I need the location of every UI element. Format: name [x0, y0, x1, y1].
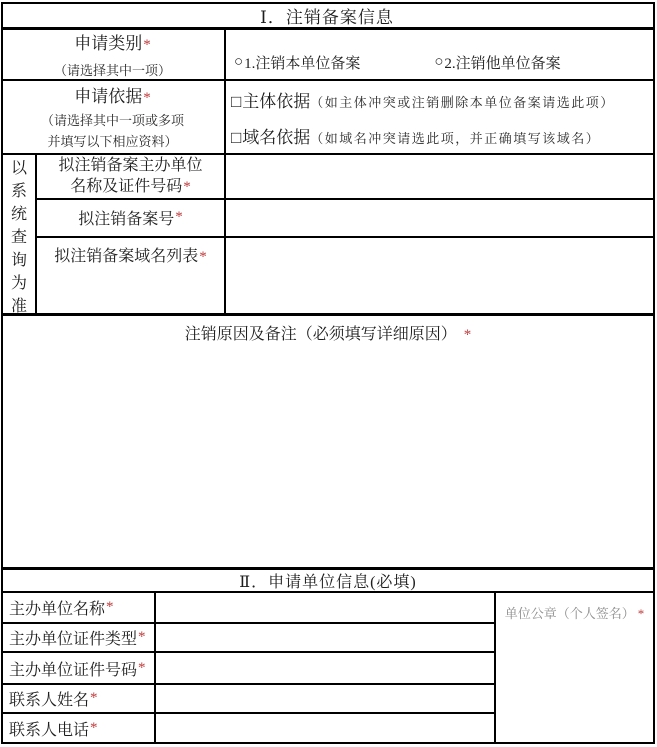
apply-basis-options-cell [226, 81, 653, 153]
row-label-cancel-domain-list [37, 238, 224, 313]
table-border-bottom [1, 742, 655, 744]
unit-seal-area[interactable] [496, 593, 653, 742]
required-asterisk: * [90, 719, 98, 736]
row-label-line2 [70, 176, 191, 198]
required-asterisk: * [175, 208, 183, 225]
system-note-char: 为 [10, 275, 27, 292]
row-label-text: 主办单位证件号码 [9, 661, 138, 679]
radio-option-label: 1.注销本单位备案 [244, 56, 361, 72]
section1-title [3, 4, 651, 27]
row-label-text: 拟注销备案域名列表 [54, 248, 199, 265]
section2-title-text: Ⅱ．申请单位信息(必填) [239, 573, 417, 591]
system-note-char: 询 [10, 252, 27, 269]
radio-option-cancel-own-unit[interactable] [234, 52, 360, 73]
required-asterisk: * [90, 690, 98, 706]
host-unit-name-input[interactable] [156, 593, 494, 622]
row-label-host-unit-cert-number [3, 653, 154, 683]
checkbox-option-domain-basis[interactable] [231, 123, 653, 148]
unit-seal-label: 单位公章（个人签名） [504, 606, 635, 621]
required-asterisk: * [106, 599, 114, 615]
checkbox-icon[interactable]: □ [231, 91, 242, 111]
reason-title-text: 注销原因及备注（必须填写详细原因） [184, 326, 457, 343]
checkbox-icon[interactable]: □ [231, 127, 242, 147]
system-note-char: 准 [10, 298, 27, 315]
required-asterisk: * [138, 659, 146, 676]
required-asterisk: * [138, 629, 146, 645]
cancel-domain-list-input[interactable] [226, 238, 653, 313]
row-label-text: 联系人电话 [9, 721, 90, 739]
system-note-char: 以 [10, 160, 27, 177]
required-asterisk: * [143, 90, 151, 106]
checkbox-option-note: （如域名冲突请选此项，并正确填写该域名） [310, 130, 601, 146]
row-label-contact-name [3, 685, 154, 712]
checkbox-option-note: （如主体冲突或注销删除本单位备案请选此项） [310, 94, 615, 110]
row-label-text: 主办单位名称 [9, 601, 106, 618]
row-label-host-unit-cert-type [3, 624, 154, 651]
apply-basis-hint-line2: 并填写以下相应资料） [47, 134, 178, 149]
required-asterisk: * [463, 327, 472, 343]
reason-input-area[interactable] [3, 344, 653, 567]
table-border-right [653, 2, 655, 744]
host-unit-cert-number-input[interactable] [156, 653, 494, 683]
apply-type-label-cell [3, 29, 222, 79]
row-label-line1: 拟注销备案主办单位 [58, 157, 203, 174]
radio-option-label: 2.注销他单位备案 [444, 56, 561, 72]
system-note-column [3, 155, 35, 313]
row-label-text: 拟注销备案号 [78, 210, 175, 228]
checkbox-option-title: 域名依据 [242, 127, 311, 147]
section2-title [3, 569, 653, 591]
radio-icon[interactable]: ○ [434, 54, 444, 70]
contact-phone-input[interactable] [156, 714, 494, 742]
apply-basis-label [74, 82, 151, 107]
system-note-char: 系 [10, 183, 27, 200]
required-asterisk: * [183, 179, 191, 195]
row-label-text: 联系人姓名 [9, 692, 90, 709]
system-note-char: 查 [10, 229, 27, 246]
apply-basis-hint-line1: （请选择其中一项或多项 [40, 113, 184, 128]
reason-title [3, 316, 653, 344]
system-note-char: 统 [10, 206, 27, 223]
apply-type-label [74, 29, 151, 54]
row-label-cancel-unit-name [37, 155, 224, 198]
cancel-record-number-input[interactable] [226, 200, 653, 234]
checkbox-option-subject-basis[interactable] [231, 87, 653, 112]
apply-type-hint: （请选择其中一项） [53, 63, 171, 78]
row-label-text: 主办单位证件类型 [9, 631, 138, 648]
reason-section [3, 316, 653, 567]
row-label-text: 名称及证件号码 [70, 178, 183, 195]
apply-type-options-cell [226, 29, 653, 79]
apply-basis-label-text: 申请依据 [74, 87, 143, 106]
radio-option-cancel-other-unit[interactable] [434, 52, 560, 73]
row-label-contact-phone [3, 714, 154, 742]
cancel-unit-name-input[interactable] [226, 155, 653, 198]
contact-name-input[interactable] [156, 685, 494, 712]
section1-title-text: Ⅰ．注销备案信息 [260, 8, 394, 27]
required-asterisk: * [637, 606, 645, 621]
checkbox-option-title: 主体依据 [242, 91, 311, 111]
required-asterisk: * [143, 37, 151, 53]
required-asterisk: * [199, 249, 207, 265]
row-label-host-unit-name [3, 593, 154, 622]
apply-basis-label-cell [3, 81, 222, 153]
host-unit-cert-type-input[interactable] [156, 624, 494, 651]
row-label-cancel-record-number [37, 200, 224, 234]
apply-type-label-text: 申请类别 [74, 34, 143, 53]
radio-icon[interactable]: ○ [234, 54, 244, 70]
